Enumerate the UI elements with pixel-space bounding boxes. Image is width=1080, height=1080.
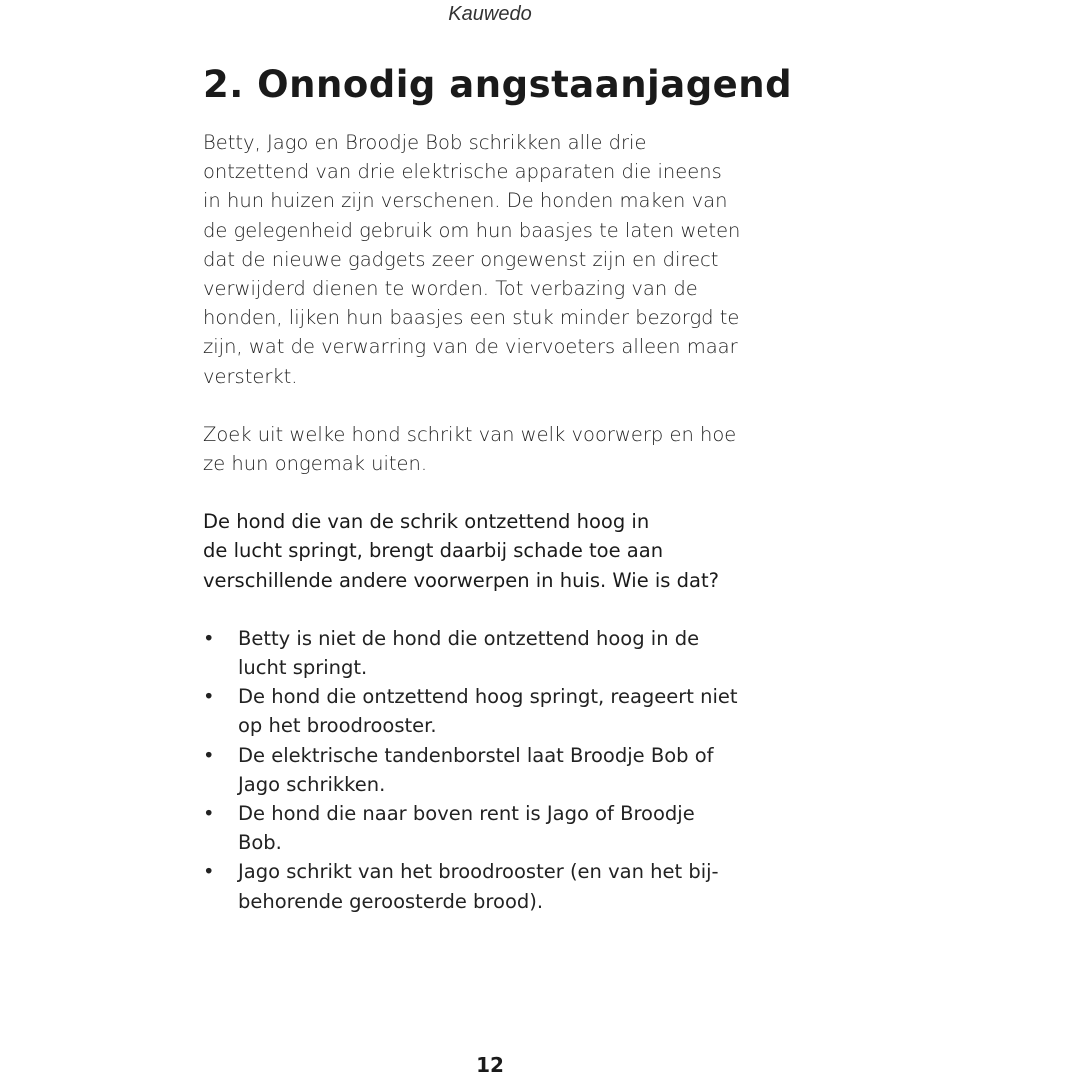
bullet-icon: •: [203, 743, 215, 767]
question-paragraph: [203, 507, 783, 595]
clue-line: Jago schrikt van het broodrooster (en van het bij-: [238, 860, 719, 884]
clue-list: [203, 624, 783, 916]
intro-line: honden, lijken hun baasjes een stuk minder bezorgd te: [203, 306, 740, 330]
question-line: de lucht springt, brengt daarbij schade toe aan: [203, 539, 664, 563]
clue-line: Betty is niet de hond die ontzettend hoog in de: [238, 626, 700, 650]
intro-line: dat de nieuwe gadgets zeer ongewenst zijn en direct: [203, 247, 719, 271]
clue-item: [203, 857, 783, 915]
intro-line: in hun huizen zijn verschenen. De honden maken van: [203, 189, 728, 213]
clue-line: De hond die ontzettend hoog springt, reageert niet: [238, 685, 738, 709]
page-number: 12: [476, 1053, 504, 1077]
clue-item: [203, 682, 783, 740]
intro-line: zijn, wat de verwarring van de viervoeters alleen maar: [203, 335, 738, 359]
clue-line: lucht springt.: [238, 656, 368, 680]
task-line: Zoek uit welke hond schrikt van welk voorwerp en hoe: [203, 422, 737, 446]
clue-line: De elektrische tandenborstel laat Broodje Bob of: [238, 743, 714, 767]
intro-paragraph: [203, 128, 783, 391]
intro-line: versterkt.: [203, 364, 298, 388]
intro-line: verwijderd dienen te worden. Tot verbazing van de: [203, 277, 698, 301]
clue-line: op het broodrooster.: [238, 714, 437, 738]
intro-line: Betty, Jago en Broodje Bob schrikken alle drie: [203, 131, 647, 154]
clue-line: De hond die naar boven rent is Jago of Broodje: [238, 802, 695, 826]
page-content: [203, 60, 793, 916]
clue-item: [203, 741, 783, 799]
task-line: ze hun ongemak uiten.: [203, 452, 428, 476]
clue-line: Bob.: [238, 831, 282, 855]
task-paragraph: [203, 420, 783, 478]
clue-item: [203, 799, 783, 857]
question-line: verschillende andere voorwerpen in huis. Wie is dat?: [203, 568, 719, 592]
running-header: Kauwedo: [448, 3, 532, 25]
clue-line: behorende geroosterde brood).: [238, 889, 544, 913]
bullet-icon: •: [203, 802, 215, 826]
clue-line: Jago schrikken.: [238, 772, 386, 796]
question-line: De hond die van de schrik ontzettend hoog in: [203, 510, 650, 534]
bullet-icon: •: [203, 860, 215, 884]
bullet-icon: •: [203, 685, 215, 709]
bullet-icon: •: [203, 626, 215, 650]
clue-item: [203, 624, 783, 682]
intro-line: de gelegenheid gebruik om hun baasjes te laten weten: [203, 218, 741, 242]
chapter-title: 2. Onnodig angstaanjagend: [203, 63, 793, 106]
intro-line: ontzettend van drie elektrische apparaten die ineens: [203, 160, 722, 184]
